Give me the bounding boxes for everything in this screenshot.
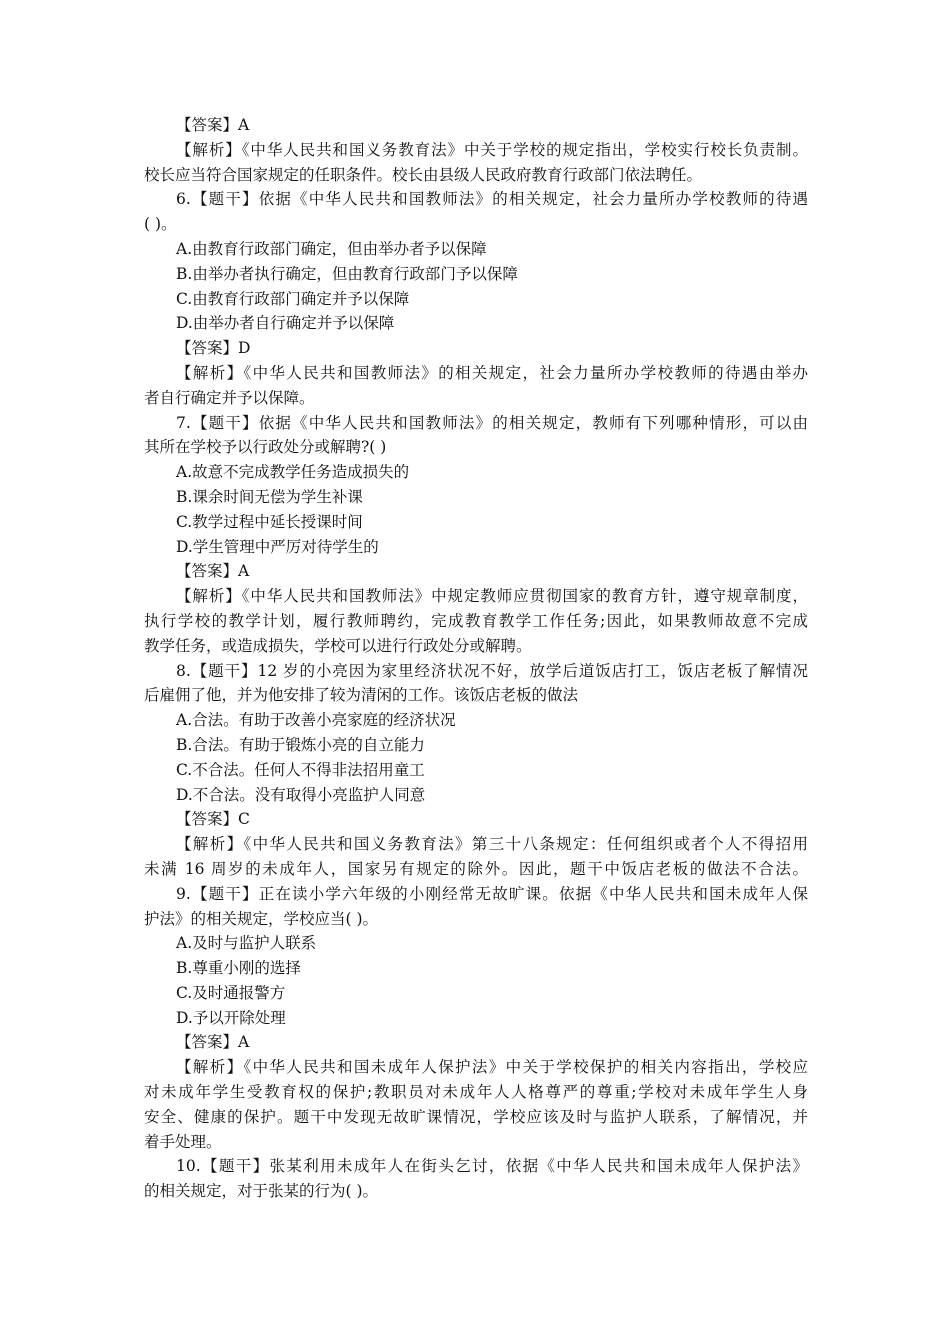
text-line: 【答案】C xyxy=(176,810,250,829)
text-line: 【解析】《中华人民共和国教师法》中规定教师应贯彻国家的教育方针，遵守规章制度， xyxy=(176,587,808,606)
text-line: 9.【题干】正在读小学六年级的小刚经常无故旷课。依据《中华人民共和国未成年人保 xyxy=(176,884,808,903)
text-line: 【答案】D xyxy=(176,339,251,358)
text-line: 10.【题干】张某利用未成年人在街头乞讨，依据《中华人民共和国未成年人保护法》 xyxy=(176,1157,808,1176)
text-line: 未满 16 周岁的未成年人，国家另有规定的除外。因此，题干中饭店老板的做法不合法。 xyxy=(144,859,808,878)
text-line: 【答案】A xyxy=(176,1033,250,1052)
text-line: 的相关规定，对于张某的行为( )。 xyxy=(144,1182,379,1201)
text-line: 6.【题干】依据《中华人民共和国教师法》的相关规定，社会力量所办学校教师的待遇 xyxy=(176,190,808,209)
text-line: 对未成年学生受教育权的保护;教职员对未成年人人格尊严的尊重;学校对未成年学生人身 xyxy=(144,1083,808,1102)
text-line: B.尊重小刚的选择 xyxy=(176,959,301,978)
text-line: 着手处理。 xyxy=(144,1132,222,1151)
text-line: 其所在学校予以行政处分或解聘?( ) xyxy=(144,438,387,457)
text-line: 护法》的相关规定，学校应当( )。 xyxy=(144,909,379,928)
text-line: B.合法。有助于锻炼小亮的自立能力 xyxy=(176,735,425,754)
text-line: D.由举办者自行确定并予以保障 xyxy=(176,314,395,333)
text-line: A.故意不完成教学任务造成损失的 xyxy=(176,463,410,482)
text-line: ( )。 xyxy=(144,215,177,234)
text-line: 后雇佣了他，并为他安排了较为清闲的工作。该饭店老板的做法 xyxy=(144,686,579,705)
text-line: 教学任务，或造成损失，学校可以进行行政处分或解聘。 xyxy=(144,636,532,655)
text-line: A.由教育行政部门确定，但由举办者予以保障 xyxy=(176,239,487,258)
text-line: 者自行确定并予以保障。 xyxy=(144,388,315,407)
text-line: 【解析】《中华人民共和国教师法》的相关规定，社会力量所办学校教师的待遇由举办 xyxy=(176,363,808,382)
text-line: 执行学校的教学计划，履行教师聘约，完成教育教学工作任务;因此，如果教师故意不完成 xyxy=(144,611,808,630)
text-line: C.不合法。任何人不得非法招用童工 xyxy=(176,760,425,779)
text-line: 【答案】A xyxy=(176,116,250,134)
text-line: D.学生管理中严厉对待学生的 xyxy=(176,537,379,556)
text-line: 7.【题干】依据《中华人民共和国教师法》的相关规定，教师有下列哪种情形，可以由 xyxy=(176,413,808,432)
text-line: 【解析】《中华人民共和国义务教育法》中关于学校的规定指出，学校实行校长负责制。 xyxy=(176,140,808,159)
text-line: B.课余时间无偿为学生补课 xyxy=(176,487,363,506)
text-line: 【答案】A xyxy=(176,562,250,581)
text-line: 【解析】《中华人民共和国未成年人保护法》中关于学校保护的相关内容指出，学校应 xyxy=(176,1058,808,1077)
document-body xyxy=(144,113,808,1204)
text-line: B.由举办者执行确定，但由教育行政部门予以保障 xyxy=(176,264,518,283)
text-line: D.予以开除处理 xyxy=(176,1008,286,1027)
text-line: A.及时与监护人联系 xyxy=(176,934,317,953)
text-line: C.教学过程中延长授课时间 xyxy=(176,512,363,531)
text-line: C.及时通报警方 xyxy=(176,983,286,1002)
text-line: 8.【题干】12 岁的小亮因为家里经济状况不好，放学后道饭店打工，饭店老板了解情况 xyxy=(176,661,808,680)
text-line: 【解析】《中华人民共和国义务教育法》第三十八条规定：任何组织或者个人不得招用 xyxy=(176,835,808,854)
text-line: A.合法。有助于改善小亮家庭的经济状况 xyxy=(176,711,456,730)
text-line: 校长应当符合国家规定的任职条件。校长由县级人民政府教育行政部门依法聘任。 xyxy=(144,165,703,184)
text-line: D.不合法。没有取得小亮监护人同意 xyxy=(176,785,426,804)
text-line: 安全、健康的保护。题干中发现无故旷课情况，学校应该及时与监护人联系，了解情况，并 xyxy=(144,1107,808,1126)
text-line: C.由教育行政部门确定并予以保障 xyxy=(176,289,410,308)
